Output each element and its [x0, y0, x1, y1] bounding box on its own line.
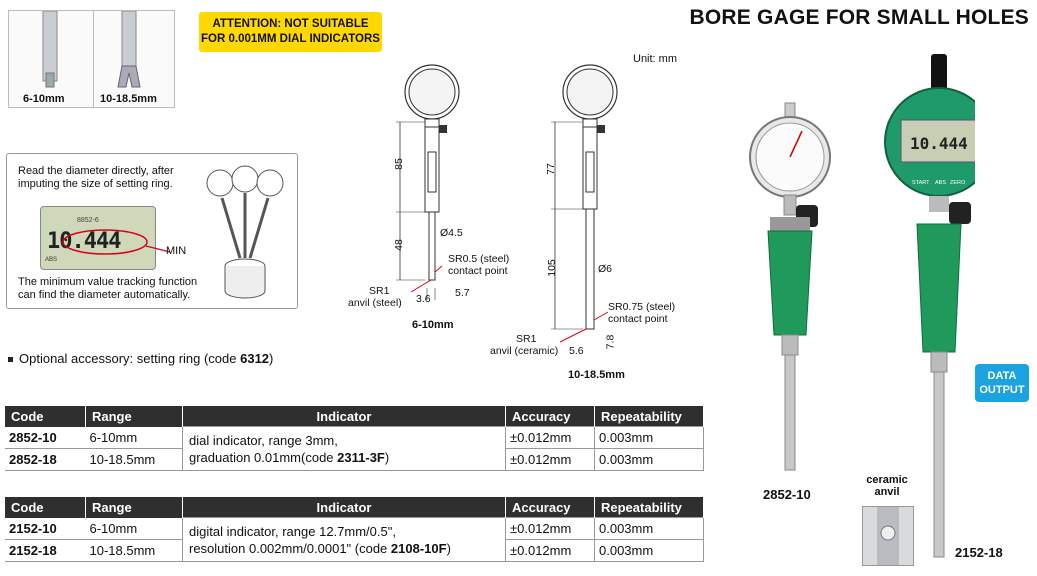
indicator-code: 2108-10F	[390, 540, 447, 556]
thumbnail-label: 6-10mm	[23, 93, 65, 105]
info-text-line: imputing the size of setting ring.	[18, 178, 173, 190]
cell-repeatability: 0.003mm	[595, 518, 704, 540]
attention-banner	[199, 12, 382, 52]
indicator-text: graduation 0.01mm(code	[189, 449, 338, 465]
digital-reading: 10.444	[910, 134, 968, 153]
table-header-row	[5, 497, 704, 518]
header-range: Range	[86, 497, 183, 518]
cell-repeatability: 0.003mm	[595, 427, 704, 449]
header-range: Range	[86, 406, 183, 427]
page-title: BORE GAGE FOR SMALL HOLES	[689, 6, 1029, 29]
info-text-top	[18, 165, 174, 191]
anvil-steel-label: anvil (steel)	[348, 297, 402, 309]
header-repeatability: Repeatability	[595, 497, 704, 518]
cell-range: 10-18.5mm	[86, 540, 183, 562]
min-label: MIN	[166, 245, 187, 257]
spec-table-digital	[5, 497, 704, 562]
spec-table-dial	[5, 406, 704, 471]
lcd-abs: ABS	[45, 257, 58, 263]
cell-range: 10-18.5mm	[86, 449, 183, 471]
dim-77: 77	[544, 163, 557, 175]
header-repeatability: Repeatability	[595, 406, 704, 427]
dim-105: 105	[545, 259, 558, 277]
probe-6-10-image	[9, 11, 93, 93]
data-output-line: DATA	[987, 370, 1017, 382]
digital-button-zero: ZERO	[950, 180, 966, 186]
header-indicator: Indicator	[183, 497, 506, 518]
info-text-line: Read the diameter directly, after	[18, 165, 174, 177]
ceramic-line: ceramic	[866, 474, 908, 486]
dim-diameter-4-5: Ø4.5	[440, 227, 463, 239]
data-output-badge	[975, 364, 1029, 402]
lcd-small-text: 8852-6	[77, 217, 99, 224]
ceramic-anvil-closeup	[862, 506, 914, 566]
contact-point-label: contact point	[448, 265, 508, 277]
info-text-line: can find the diameter automatically.	[18, 289, 191, 301]
thumbnail-6-10	[8, 10, 94, 108]
cell-repeatability: 0.003mm	[595, 540, 704, 562]
header-code: Code	[5, 497, 86, 518]
sr1-label-2: SR1	[516, 333, 537, 345]
probe-10-18-image	[94, 11, 174, 93]
header-indicator: Indicator	[183, 406, 506, 427]
attention-line-2: FOR 0.001MM DIAL INDICATORS	[201, 33, 380, 45]
optional-text: Optional accessory: setting ring (code	[19, 351, 241, 366]
cell-range: 6-10mm	[86, 518, 183, 540]
optional-close: )	[269, 351, 274, 366]
min-highlight	[60, 224, 175, 264]
unit-label: Unit: mm	[633, 53, 677, 65]
ceramic-anvil-image	[863, 507, 913, 565]
table-row	[5, 427, 704, 449]
dim-48: 48	[392, 239, 405, 251]
cell-accuracy: ±0.012mm	[506, 540, 595, 562]
table-row	[5, 518, 704, 540]
info-text-bottom	[18, 276, 197, 302]
indicator-line	[189, 449, 501, 466]
optional-code: 6312	[240, 351, 270, 366]
table-header-row	[5, 406, 704, 427]
dim-5-6: 5.6	[569, 345, 584, 357]
cell-code: 2852-18	[5, 449, 86, 471]
cell-indicator	[183, 518, 506, 562]
dim-7-8: 7.8	[604, 334, 617, 350]
dim-3-6: 3.6	[416, 293, 431, 305]
attention-line-1: ATTENTION: NOT SUITABLE	[212, 18, 369, 30]
dim-85: 85	[392, 158, 405, 170]
digital-button-start: START	[912, 180, 930, 186]
contact-point-label-2: contact point	[608, 313, 668, 325]
cell-accuracy: ±0.012mm	[506, 427, 595, 449]
cell-repeatability: 0.003mm	[595, 449, 704, 471]
header-accuracy: Accuracy	[506, 497, 595, 518]
cell-range: 6-10mm	[86, 427, 183, 449]
dim-diameter-6: Ø6	[598, 263, 613, 275]
sr-steel-label-2: SR0.75 (steel)	[608, 301, 676, 313]
drawing-caption-10-18: 10-18.5mm	[568, 369, 625, 381]
header-accuracy: Accuracy	[506, 406, 595, 427]
cell-code: 2152-10	[5, 518, 86, 540]
indicator-close: )	[446, 540, 451, 556]
thumbnail-10-18	[93, 10, 175, 108]
bullet-icon	[8, 357, 13, 362]
data-output-line: OUTPUT	[979, 384, 1025, 396]
cell-indicator	[183, 427, 506, 471]
dial-gage-photo	[740, 95, 840, 480]
sr-steel-label: SR0.5 (steel)	[448, 253, 510, 265]
dial-gage-caption: 2852-10	[763, 487, 811, 502]
indicator-line: dial indicator, range 3mm,	[189, 432, 338, 448]
indicator-text: resolution 0.002mm/0.0001" (code	[189, 540, 391, 556]
header-code: Code	[5, 406, 86, 427]
indicator-close: )	[384, 449, 390, 465]
digital-button-abs: ABS	[935, 180, 947, 186]
indicator-line	[189, 540, 501, 557]
cell-code: 2152-18	[5, 540, 86, 562]
setting-ring-illustration	[200, 163, 290, 303]
dim-5-7: 5.7	[455, 287, 470, 299]
ceramic-anvil-label	[862, 474, 912, 498]
optional-accessory	[8, 351, 273, 366]
anvil-ceramic-label: anvil (ceramic)	[490, 345, 559, 357]
indicator-line: digital indicator, range 12.7mm/0.5",	[189, 523, 396, 539]
digital-gage-caption: 2152-18	[955, 545, 1003, 560]
cell-code: 2852-10	[5, 427, 86, 449]
ceramic-line: anvil	[874, 486, 900, 498]
indicator-code: 2311-3F	[337, 449, 385, 465]
cell-accuracy: ±0.012mm	[506, 518, 595, 540]
lcd-reading: 10.444	[47, 229, 121, 254]
sr1-label: SR1	[369, 285, 390, 297]
thumbnail-label: 10-18.5mm	[100, 93, 157, 105]
drawing-caption-6-10: 6-10mm	[412, 319, 454, 331]
info-text-line: The minimum value tracking function	[18, 276, 198, 288]
cell-accuracy: ±0.012mm	[506, 449, 595, 471]
